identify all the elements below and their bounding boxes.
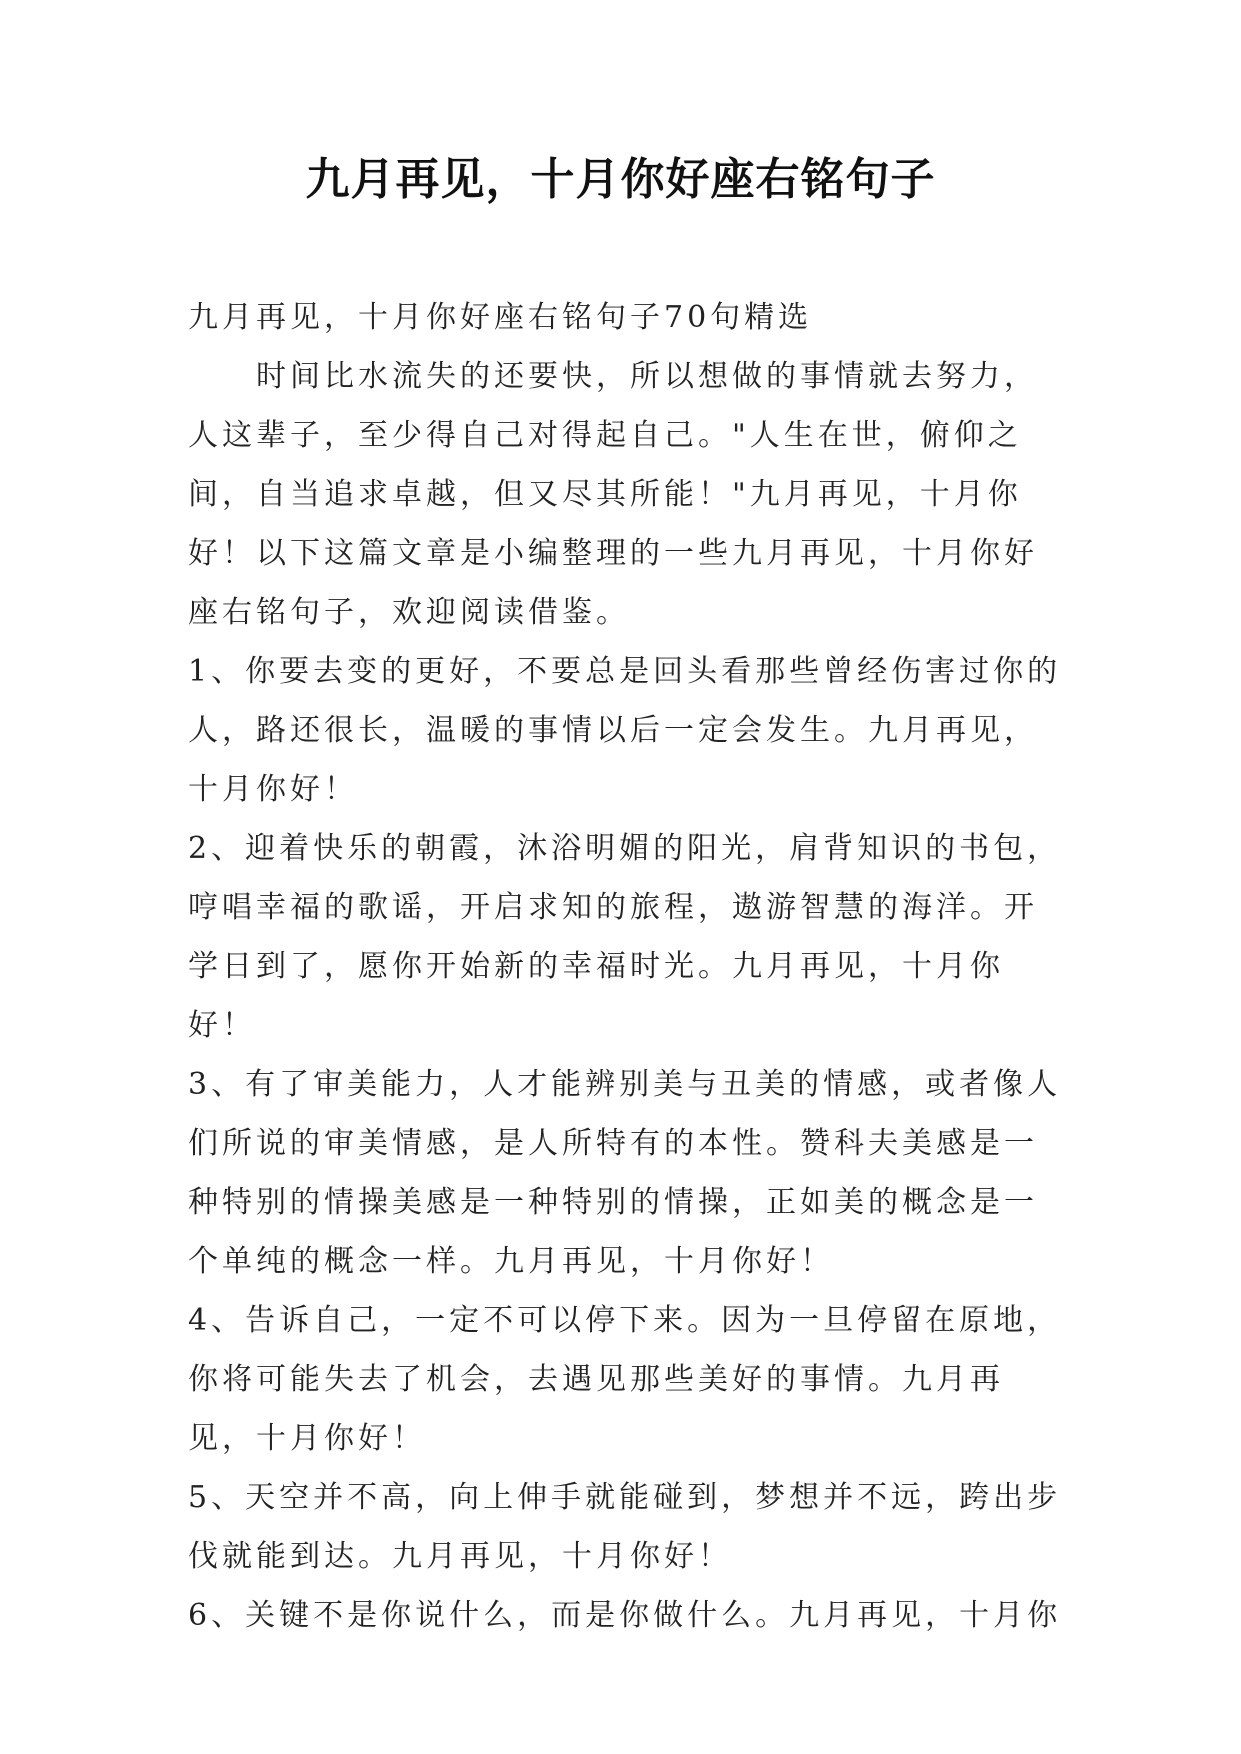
list-item: 5、天空并不高，向上伸手就能碰到，梦想并不远，跨出步伐就能到达。九月再见，十月你好！ xyxy=(188,1480,1062,1574)
list-item: 1、你要去变的更好，不要总是回头看那些曾经伤害过你的人，路还很长，温暖的事情以后一定会发生。九月再见，十月你好！ xyxy=(188,654,1062,807)
document-subtitle: 九月再见，十月你好座右铭句子70句精选 xyxy=(188,300,813,335)
document-body xyxy=(188,288,1068,1645)
list-item: 6、关键不是你说什么，而是你做什么。九月再见，十月你 xyxy=(188,1598,1062,1633)
list-item: 2、迎着快乐的朝霞，沐浴明媚的阳光，肩背知识的书包，哼唱幸福的歌谣，开启求知的旅程，遨游智慧的海洋。开学日到了，愿你开始新的幸福时光。九月再见，十月你好！ xyxy=(188,831,1062,1043)
intro-paragraph: 时间比水流失的还要快，所以想做的事情就去努力，人这辈子，至少得自己对得起自己。"人生在世，俯仰之间，自当追求卓越，但又尽其所能！"九月再见，十月你好！以下这篇文章是小编整理的一些九月再见，十月你好座右铭句子，欢迎阅读借鉴。 xyxy=(188,359,1038,630)
document-title: 九月再见，十月你好座右铭句子 xyxy=(305,154,936,205)
list-item: 3、有了审美能力，人才能辨别美与丑美的情感，或者像人们所说的审美情感，是人所特有的本性。赞科夫美感是一种特别的情操美感是一种特别的情操，正如美的概念是一个单纯的概念一样。九月再见，十月你好！ xyxy=(188,1067,1062,1279)
list-item: 4、告诉自己，一定不可以停下来。因为一旦停留在原地，你将可能失去了机会，去遇见那些美好的事情。九月再见，十月你好！ xyxy=(188,1303,1062,1456)
